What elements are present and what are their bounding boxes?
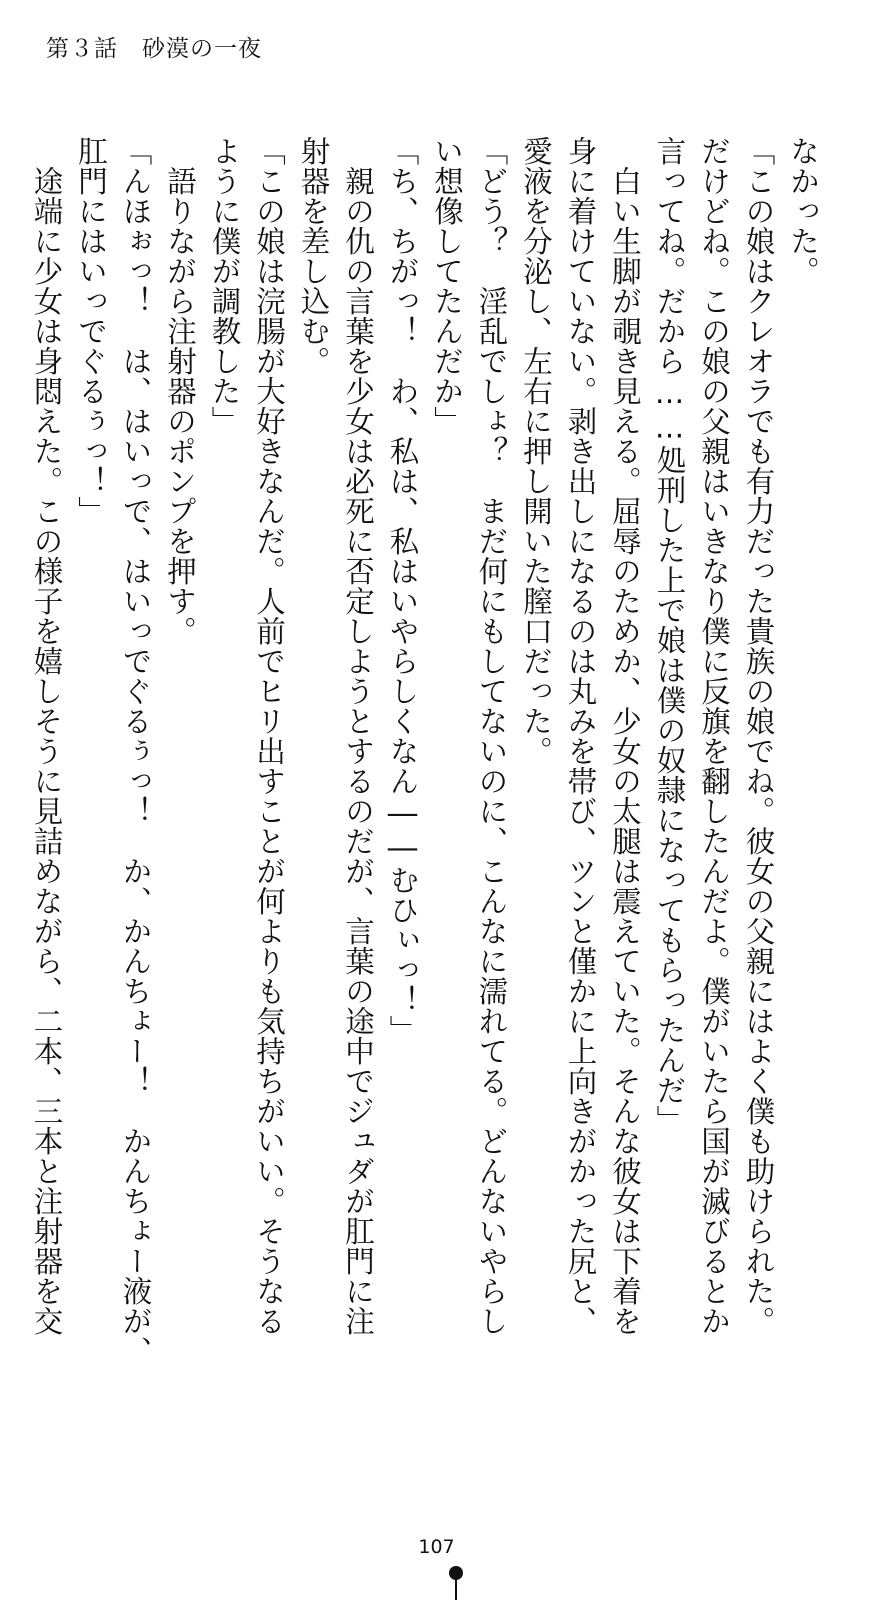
text-line: い想像してたんだか」 <box>430 136 464 436</box>
text-line: 「この娘はクレオラでも有力だった貴族の娘でね。彼女の父親にはよく僕も助けられた。 <box>741 136 776 1336</box>
text-line: 愛液を分泌し、左右に押し開いた膣口だった。 <box>519 136 553 766</box>
chapter-title: 第３話 砂漠の一夜 <box>46 36 262 62</box>
text-line: 肛門にはいっでぐるぅっ！」 <box>74 136 108 526</box>
text-line: 白い生脚が覗き見える。屈辱のためか、少女の太腿は震えていた。そんな彼女は下着を <box>608 136 642 1336</box>
text-line: ように僕が調教した」 <box>207 136 242 436</box>
text-line: 身に着けていない。剥き出しになるのは丸みを帯び、ツンと僅かに上向きがかった尻と、 <box>563 136 598 1336</box>
text-line: 「この娘は浣腸が大好きなんだ。人前でヒリ出すことが何よりも気持ちがいい。そうなる <box>252 136 286 1336</box>
text-line: 親の仇の言葉を少女は必死に否定しようとするのだが、言葉の途中でジュダが肛門に注 <box>341 136 375 1336</box>
text-line: だけどね。この娘の父親はいきなり僕に反旗を翻したんだよ。僕がいたら国が滅びるとか <box>697 136 731 1336</box>
text-line: 射器を差し込む。 <box>296 136 331 376</box>
text-line: 「んほぉっ！ は、はいっで、はいっでぐるぅっ！ か、かんちょー！ かんちょー液が、 <box>118 136 153 1366</box>
text-line: 言ってね。だから……処刑した上で娘は僕の奴隷になってもらったんだ」 <box>652 136 687 1135</box>
page-marker-line <box>455 1578 457 1600</box>
text-line: 語りながら注射器のポンプを押す。 <box>163 136 197 646</box>
text-line: 「ち、ちがっ！ わ、私は、私はいやらしくなん――むひぃっ！」 <box>385 136 420 1045</box>
text-line: 途端に少女は身悶えた。この様子を嬉しそうに見詰めながら、二本、三本と注射器を交 <box>29 136 64 1336</box>
text-line: 「どう？ 淫乱でしょ？ まだ何にもしてないのに、こんなに濡れてる。どんないやらし <box>474 136 509 1336</box>
novel-text <box>24 136 825 1366</box>
text-line: なかった。 <box>786 136 820 286</box>
page-number: 107 <box>418 1536 455 1558</box>
